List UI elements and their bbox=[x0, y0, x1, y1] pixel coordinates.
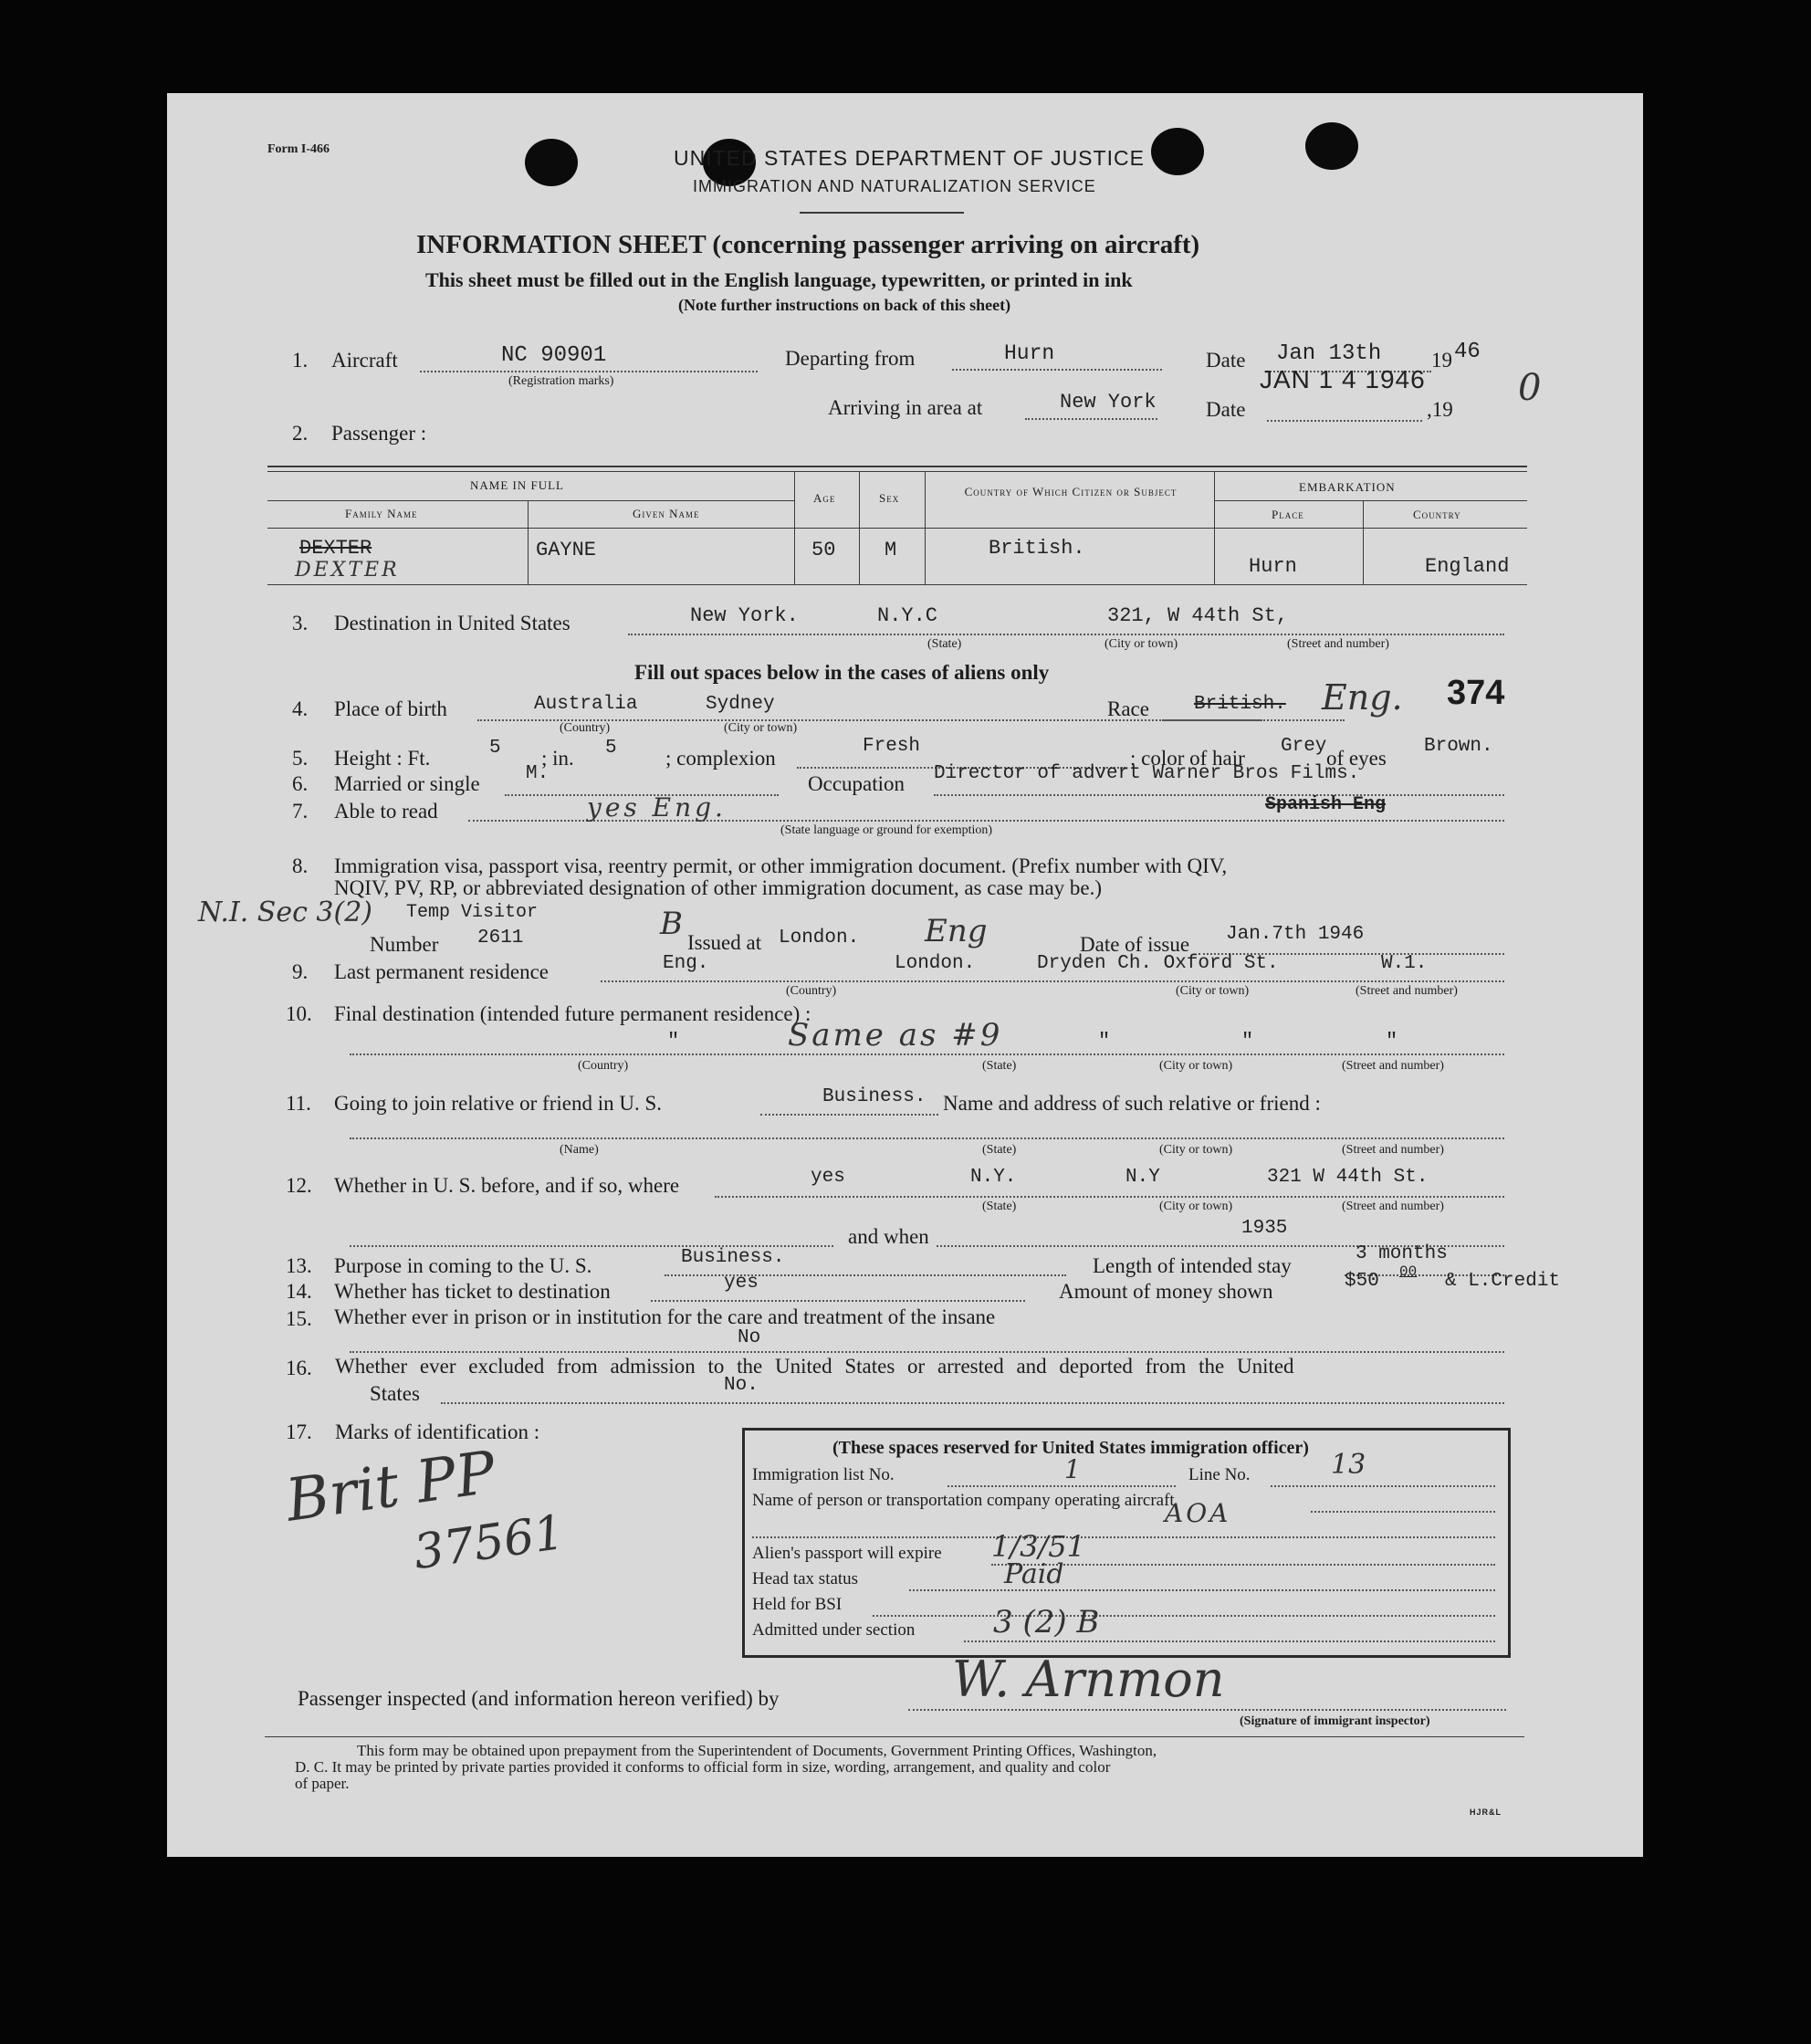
stay-value: 3 months bbox=[1356, 1243, 1448, 1264]
money-sup: 00 bbox=[1399, 1263, 1418, 1280]
visa-margin-note: N.I. Sec 3(2) bbox=[198, 896, 373, 928]
item-number: 10. bbox=[286, 1002, 312, 1025]
footer-rule bbox=[265, 1736, 1524, 1737]
when-label: and when bbox=[848, 1225, 929, 1248]
officer-box-title: (These spaces reserved for United States immigration officer) bbox=[832, 1438, 1309, 1458]
aircraft-value: NC 90901 bbox=[501, 343, 607, 368]
race-label: Race bbox=[1107, 697, 1149, 720]
date-stamp: JAN 1 4 1946 bbox=[1260, 365, 1426, 393]
col-name-in-full: NAME IN FULL bbox=[470, 478, 564, 492]
visa-number: 2611 bbox=[477, 928, 524, 949]
race-hand: Eng. bbox=[1322, 677, 1403, 718]
company-line2 bbox=[752, 1536, 1495, 1538]
col-embarkation: EMBARKATION bbox=[1299, 480, 1396, 494]
caption-street: (Street and number) bbox=[1287, 637, 1389, 651]
item-number: 15. bbox=[286, 1307, 312, 1330]
ticket-label: Whether has ticket to destination bbox=[334, 1280, 611, 1303]
item-number: 17. bbox=[286, 1420, 312, 1443]
family-hand: DEXTER bbox=[295, 559, 400, 582]
passport-line bbox=[991, 1564, 1495, 1566]
purpose-value: Business. bbox=[681, 1247, 785, 1268]
col-place: Place bbox=[1272, 508, 1304, 521]
item-number: 9. bbox=[292, 960, 309, 983]
departing-label: Departing from bbox=[785, 347, 916, 370]
relative-value: Business. bbox=[822, 1086, 926, 1107]
read-caption: (State language or ground for exemption) bbox=[780, 823, 993, 837]
arriving-value: New York bbox=[1060, 391, 1157, 414]
passport-label: Alien's passport will expire bbox=[752, 1544, 942, 1563]
tax-line bbox=[909, 1589, 1495, 1591]
dept-title: UNITED STATES DEPARTMENT OF JUSTICE bbox=[674, 146, 1145, 170]
service-title: IMMIGRATION AND NATURALIZATION SERVICE bbox=[693, 177, 1096, 195]
hair-value: Grey bbox=[1281, 736, 1327, 757]
inspected-label: Passenger inspected (and information hereon verified) by bbox=[298, 1687, 780, 1710]
form-sheet bbox=[167, 93, 1643, 1857]
item-number: 6. bbox=[292, 772, 309, 795]
destination-street: 321, W 44th St, bbox=[1107, 604, 1289, 627]
visa-type: Temp Visitor bbox=[406, 902, 539, 923]
final-label: Final destination (intended future permanent residence) : bbox=[334, 1002, 811, 1025]
caption-street: (Street and number) bbox=[1342, 1143, 1444, 1157]
sheet-title: INFORMATION SHEET (concerning passenger arriving on aircraft) bbox=[416, 230, 1200, 259]
footer-text3: of paper. bbox=[295, 1775, 350, 1792]
prison-line bbox=[350, 1351, 1504, 1353]
before-city: N.Y bbox=[1125, 1167, 1160, 1188]
date2-year-prefix: ,19 bbox=[1427, 398, 1453, 421]
issued-hand: Eng bbox=[925, 913, 988, 949]
company-line bbox=[1311, 1511, 1495, 1513]
year-prefix: 19 bbox=[1431, 349, 1452, 372]
date-label: Date bbox=[1206, 349, 1246, 372]
list-value: 1 bbox=[1064, 1454, 1081, 1484]
list-label: Immigration list No. bbox=[752, 1465, 895, 1484]
item-number: 8. bbox=[292, 854, 309, 877]
citizen: British. bbox=[989, 537, 1085, 560]
height-in: 5 bbox=[605, 738, 617, 759]
excluded-line bbox=[441, 1402, 1504, 1404]
issued-value: London. bbox=[779, 928, 860, 949]
passenger-label: Passenger : bbox=[331, 422, 427, 445]
departing-line bbox=[952, 369, 1162, 371]
relative-label: Going to join relative or friend in U. S. bbox=[334, 1092, 662, 1115]
col-age: Age bbox=[813, 491, 836, 505]
money-extra: & L.Credit bbox=[1445, 1271, 1561, 1292]
issue-date-label: Date of issue bbox=[1080, 933, 1190, 956]
before-line bbox=[715, 1196, 1504, 1198]
year-value: 46 bbox=[1454, 340, 1481, 364]
form-id: Form I-466 bbox=[267, 142, 330, 156]
punch-hole bbox=[525, 139, 578, 186]
marks-hand1: Brit PP bbox=[281, 1439, 500, 1536]
item-number: 12. bbox=[286, 1174, 312, 1197]
item-number: 5. bbox=[292, 747, 309, 770]
destination-city: N.Y.C bbox=[877, 604, 938, 627]
item-number: 1. bbox=[292, 349, 309, 372]
item-number: 3. bbox=[292, 612, 309, 634]
residence-country: Eng. bbox=[663, 953, 709, 974]
eyes-label: of eyes bbox=[1326, 747, 1387, 770]
visa-number-label: Number bbox=[370, 933, 439, 956]
final-ditto: " bbox=[1098, 1030, 1111, 1053]
ticket-value: yes bbox=[724, 1273, 759, 1294]
visa-text2: NQIV, PV, RP, or abbreviated designation of other immigration document, as case may be.) bbox=[334, 876, 1103, 899]
officer-box bbox=[742, 1428, 1511, 1658]
hair-label: ; color of hair bbox=[1130, 747, 1245, 770]
aircraft-label: Aircraft bbox=[331, 349, 398, 372]
emb-place: Hurn bbox=[1249, 555, 1297, 578]
caption-state: (State) bbox=[982, 1200, 1017, 1213]
prison-value: No bbox=[738, 1327, 761, 1348]
caption-state: (State) bbox=[927, 637, 962, 651]
col-emb-country: Country bbox=[1413, 508, 1461, 521]
printer-mark: HJR&L bbox=[1470, 1808, 1502, 1817]
date2-label: Date bbox=[1206, 398, 1246, 421]
relative-line2 bbox=[350, 1137, 1504, 1139]
arriving-line bbox=[1025, 418, 1157, 420]
destination-state: New York. bbox=[690, 604, 799, 627]
excluded-label: Whether ever excluded from admission to the United States or arrested and deported from the United bbox=[335, 1355, 1294, 1378]
residence-label: Last permanent residence bbox=[334, 960, 549, 983]
given-name: GAYNE bbox=[536, 539, 597, 561]
sex: M bbox=[885, 539, 897, 561]
caption-name: (Name) bbox=[560, 1143, 599, 1157]
money-value: $50 bbox=[1345, 1271, 1379, 1292]
race-line bbox=[1162, 719, 1345, 721]
residence-city: London. bbox=[895, 953, 976, 974]
married-label: Married or single bbox=[334, 772, 480, 795]
item-number: 16. bbox=[286, 1357, 312, 1379]
item-number: 13. bbox=[286, 1254, 312, 1277]
before-state: N.Y. bbox=[970, 1167, 1017, 1188]
complexion-value: Fresh bbox=[863, 736, 921, 757]
age: 50 bbox=[811, 539, 836, 561]
caption-street: (Street and number) bbox=[1356, 984, 1458, 998]
caption-city: (City or town) bbox=[1159, 1059, 1233, 1073]
inspected-line bbox=[908, 1709, 1506, 1711]
caption-country: (Country) bbox=[578, 1059, 629, 1073]
header-rule bbox=[800, 212, 964, 214]
punch-hole bbox=[1151, 128, 1204, 175]
company-value: AOA bbox=[1165, 1498, 1231, 1528]
inches-label: ; in. bbox=[541, 747, 574, 770]
caption-street: (Street and number) bbox=[1342, 1200, 1444, 1213]
final-line bbox=[350, 1053, 1504, 1055]
when-value: 1935 bbox=[1241, 1218, 1288, 1239]
birth-city: Sydney bbox=[706, 694, 775, 715]
section-label: Admitted under section bbox=[752, 1620, 916, 1640]
company-label: Name of person or transportation company operating aircraft bbox=[752, 1491, 1175, 1510]
section-line bbox=[964, 1640, 1495, 1642]
item-number: 11. bbox=[286, 1092, 311, 1115]
caption-state: (State) bbox=[982, 1059, 1017, 1073]
visa-text1: Immigration visa, passport visa, reentry permit, or other immigration document. (Prefix number with QIV, bbox=[334, 854, 1228, 877]
caption-city: (City or town) bbox=[1159, 1200, 1233, 1213]
residence-street: Dryden Ch. Oxford St. bbox=[1037, 953, 1279, 974]
item-number: 4. bbox=[292, 697, 309, 720]
tax-value: Paid bbox=[1004, 1558, 1064, 1590]
money-label: Amount of money shown bbox=[1059, 1280, 1273, 1303]
stay-label: Length of intended stay bbox=[1093, 1254, 1292, 1277]
issue-date: Jan.7th 1946 bbox=[1226, 924, 1365, 945]
aircraft-caption: (Registration marks) bbox=[508, 374, 614, 388]
caption-country: (Country) bbox=[786, 984, 837, 998]
date-value: Jan 13th bbox=[1276, 341, 1382, 366]
relative-line bbox=[760, 1114, 938, 1116]
before-street: 321 W 44th St. bbox=[1267, 1167, 1429, 1188]
aliens-heading: Fill out spaces below in the cases of aliens only bbox=[634, 661, 1050, 684]
footer-text1: This form may be obtained upon prepayment from the Superintendent of Documents, Government Printing Offices, Washington, bbox=[357, 1742, 1157, 1759]
list-line bbox=[947, 1485, 1176, 1487]
item-number: 7. bbox=[292, 800, 309, 823]
col-given: Given Name bbox=[633, 507, 700, 520]
caption-street: (Street and number) bbox=[1342, 1059, 1444, 1073]
departing-value: Hurn bbox=[1004, 341, 1055, 365]
marks-hand2: 37561 bbox=[410, 1504, 568, 1581]
occupation-line bbox=[934, 794, 1504, 796]
race-value: British. bbox=[1194, 694, 1286, 715]
destination-label: Destination in United States bbox=[334, 612, 571, 634]
height-label: Height : Ft. bbox=[334, 747, 431, 770]
final-ditto: " bbox=[667, 1030, 680, 1053]
passport-value: 1/3/51 bbox=[991, 1529, 1085, 1564]
col-country: Country of Which Citizen or Subject bbox=[964, 485, 1178, 498]
signature-caption: (Signature of immigrant inspector) bbox=[1240, 1714, 1430, 1728]
emb-country: England bbox=[1425, 555, 1510, 578]
bsi-line bbox=[873, 1615, 1495, 1617]
punch-hole bbox=[1305, 122, 1358, 170]
family-typed: DEXTER bbox=[299, 537, 372, 560]
section-value: 3 (2) B bbox=[993, 1604, 1100, 1640]
sheet-subtitle: This sheet must be filled out in the English language, typewritten, or printed in ink bbox=[425, 268, 1133, 291]
excluded-label2: States bbox=[370, 1382, 420, 1405]
inspector-signature: W. Arnmon bbox=[952, 1651, 1225, 1708]
final-hand: Same as #9 bbox=[788, 1017, 1003, 1053]
margin-mark: 0 bbox=[1518, 367, 1542, 409]
footer-text2: D. C. It may be printed by private parties provided it conforms to official form in size, wording, arrangement, and quality and color bbox=[295, 1758, 1111, 1776]
occupation-value: Director of advert Warner Bros Films. bbox=[934, 763, 1360, 784]
ticket-line bbox=[651, 1300, 1025, 1302]
residence-line bbox=[601, 980, 1504, 982]
married-value: M. bbox=[526, 763, 550, 784]
tax-label: Head tax status bbox=[752, 1569, 859, 1588]
relative-label2: Name and address of such relative or friend : bbox=[943, 1092, 1321, 1115]
bsi-label: Held for BSI bbox=[752, 1595, 843, 1614]
line-value: 13 bbox=[1331, 1449, 1366, 1481]
item-number: 14. bbox=[286, 1280, 312, 1303]
read-struck: Spanish Eng bbox=[1265, 794, 1387, 815]
birth-country: Australia bbox=[534, 694, 638, 715]
arriving-label: Arriving in area at bbox=[828, 396, 983, 419]
caption-city: (City or town) bbox=[1176, 984, 1250, 998]
excluded-value: No. bbox=[724, 1375, 759, 1396]
height-ft: 5 bbox=[489, 738, 501, 759]
col-family: Family Name bbox=[345, 507, 418, 520]
before-value: yes bbox=[811, 1167, 845, 1188]
visa-class: B bbox=[660, 906, 683, 942]
item-number: 2. bbox=[292, 422, 309, 445]
caption-city: (City or town) bbox=[724, 721, 798, 735]
final-ditto: " bbox=[1386, 1030, 1398, 1053]
caption-state: (State) bbox=[982, 1143, 1017, 1157]
occupation-label: Occupation bbox=[808, 772, 906, 795]
sheet-note: (Note further instructions on back of this sheet) bbox=[678, 296, 1011, 314]
caption-city: (City or town) bbox=[1159, 1143, 1233, 1157]
col-sex: Sex bbox=[879, 491, 900, 505]
residence-street2: W.1. bbox=[1381, 953, 1428, 974]
caption-city: (City or town) bbox=[1104, 637, 1178, 651]
prison-label: Whether ever in prison or in institution for the care and treatment of the insane bbox=[334, 1305, 996, 1328]
read-label: Able to read bbox=[334, 800, 438, 823]
marks-label: Marks of identification : bbox=[335, 1420, 540, 1443]
read-value: yes Eng. bbox=[587, 792, 727, 823]
eyes-value: Brown. bbox=[1424, 736, 1493, 757]
issued-label: Issued at bbox=[687, 931, 762, 954]
aircraft-line bbox=[420, 371, 758, 372]
passenger-table bbox=[267, 466, 1527, 586]
before-label: Whether in U. S. before, and if so, where bbox=[334, 1174, 680, 1197]
stamp-number: 374 bbox=[1447, 674, 1505, 712]
final-ditto: " bbox=[1241, 1030, 1254, 1053]
date2-line bbox=[1267, 420, 1422, 422]
line-label: Line No. bbox=[1188, 1465, 1251, 1484]
line-line bbox=[1271, 1485, 1495, 1487]
birth-label: Place of birth bbox=[334, 697, 447, 720]
purpose-label: Purpose in coming to the U. S. bbox=[334, 1254, 592, 1277]
caption-country: (Country) bbox=[560, 721, 611, 735]
complexion-label: ; complexion bbox=[665, 747, 776, 770]
destination-line bbox=[628, 634, 1504, 635]
